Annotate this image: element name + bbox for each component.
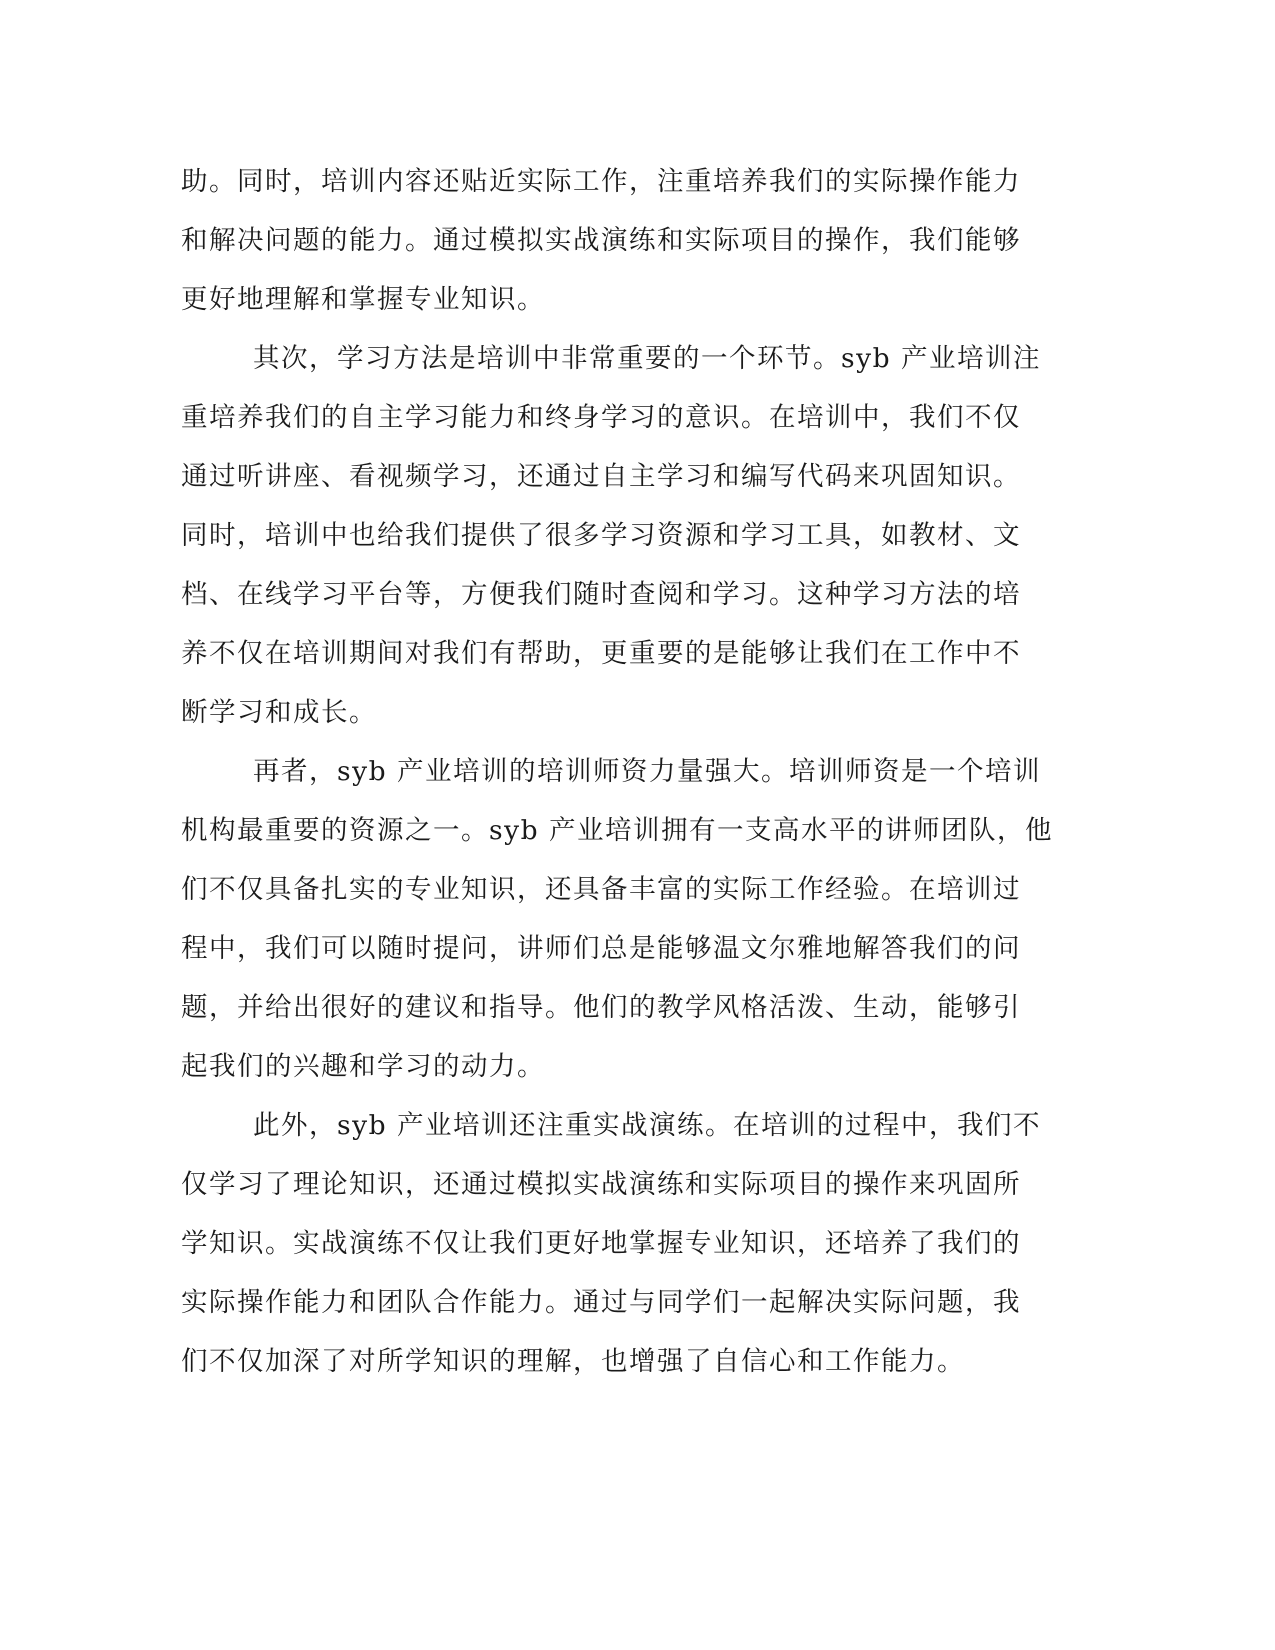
- text-line: 和解决问题的能力。通过模拟实战演练和实际项目的操作，我们能够: [181, 225, 1021, 256]
- text-line: 题，并给出很好的建议和指导。他们的教学风格活泼、生动，能够引: [181, 992, 1021, 1023]
- text-line: 程中，我们可以随时提问，讲师们总是能够温文尔雅地解答我们的问: [181, 933, 1021, 964]
- text-line: 实际操作能力和团队合作能力。通过与同学们一起解决实际问题，我: [181, 1287, 1021, 1318]
- text-line: 通过听讲座、看视频学习，还通过自主学习和编写代码来巩固知识。: [181, 461, 1021, 492]
- text-line: 断学习和成长。: [181, 697, 377, 728]
- text-line: 们不仅具备扎实的专业知识，还具备丰富的实际工作经验。在培训过: [181, 874, 1021, 905]
- text-line: 仅学习了理论知识，还通过模拟实战演练和实际项目的操作来巩固所: [181, 1169, 1021, 1200]
- text-line: 助。同时，培训内容还贴近实际工作，注重培养我们的实际操作能力: [181, 166, 1021, 197]
- text-line: 重培养我们的自主学习能力和终身学习的意识。在培训中，我们不仅: [181, 402, 1021, 433]
- text-line: 养不仅在培训期间对我们有帮助，更重要的是能够让我们在工作中不: [181, 638, 1021, 669]
- text-line: 再者，syb 产业培训的培训师资力量强大。培训师资是一个培训: [253, 756, 1041, 787]
- text-line: 学知识。实战演练不仅让我们更好地掌握专业知识，还培养了我们的: [181, 1228, 1021, 1259]
- text-line: 同时，培训中也给我们提供了很多学习资源和学习工具，如教材、文: [181, 520, 1021, 551]
- text-line: 其次，学习方法是培训中非常重要的一个环节。syb 产业培训注: [253, 343, 1041, 374]
- text-line: 们不仅加深了对所学知识的理解，也增强了自信心和工作能力。: [181, 1346, 965, 1377]
- text-line: 机构最重要的资源之一。syb 产业培训拥有一支高水平的讲师团队，他: [181, 815, 1053, 846]
- document-body: [181, 152, 1053, 1391]
- text-line: 此外，syb 产业培训还注重实战演练。在培训的过程中，我们不: [253, 1110, 1041, 1141]
- text-line: 更好地理解和掌握专业知识。: [181, 284, 545, 315]
- text-line: 档、在线学习平台等，方便我们随时查阅和学习。这种学习方法的培: [181, 579, 1021, 610]
- text-line: 起我们的兴趣和学习的动力。: [181, 1051, 545, 1082]
